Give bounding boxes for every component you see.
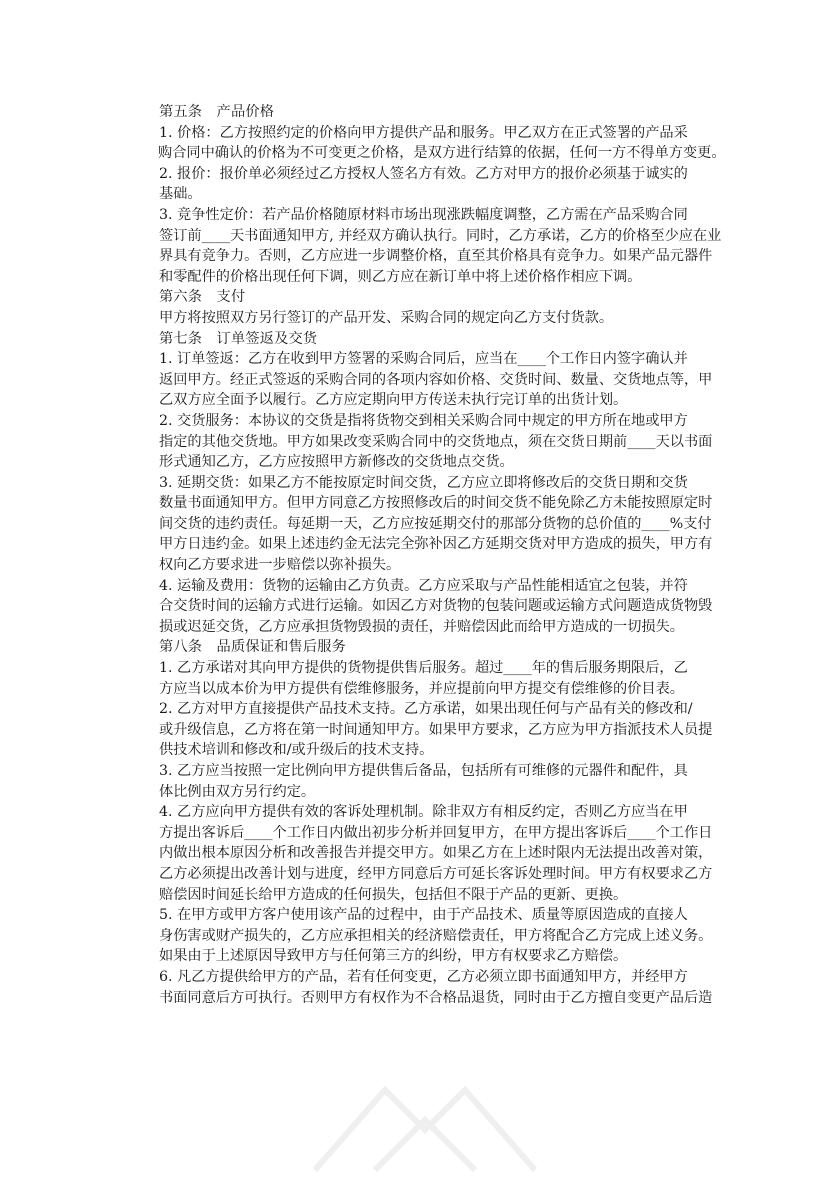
paragraph-line: 甲方日违约金。如果上述违约金无法完全弥补因乙方延期交货对甲方造成的损失，甲方有: [159, 536, 713, 553]
document-page: [158, 102, 726, 1008]
paragraph-line: 或升级信息，乙方将在第一时间通知甲方。如果甲方要求，乙方应为甲方指派技术人员提: [159, 721, 713, 738]
paragraph-line: 供技术培训和修改和/或升级后的技术支持。: [159, 742, 434, 759]
paragraph-line: 3. 竞争性定价：若产品价格随原材料市场出现涨跌幅度调整，乙方需在产品采购合同: [159, 206, 688, 223]
paragraph-line: 和零配件的价格出现任何下调，则乙方应在新订单中将上述价格作相应下调。: [159, 268, 642, 285]
paragraph-line: 体比例由双方另行约定。: [159, 783, 316, 800]
article-heading: 第五条 产品价格: [159, 104, 275, 120]
paragraph-line: 内做出根本原因分析和改善报告并提交甲方。如果乙方在上述时限内无法提出改善对策，: [159, 845, 713, 862]
paragraph-line: 如果由于上述原因导致甲方与任何第三方的纠纷，甲方有权要求乙方赔偿。: [159, 948, 628, 965]
paragraph-line: 甲方将按照双方另行签订的产品开发、采购合同的规定向乙方支付货款。: [159, 309, 614, 326]
paragraph-line: 2. 乙方对甲方直接提供产品技术支持。乙方承诺，如果出现任何与产品有关的修改和/: [159, 701, 693, 718]
paragraph-line: 1. 订单签返：乙方在收到甲方签署的采购合同后，应当在____个工作日内签字确认并: [159, 351, 688, 368]
paragraph-line: 3. 延期交货：如果乙方不能按原定时间交货，乙方应立即将修改后的交货日期和交货: [159, 474, 688, 491]
paragraph-line: 数量书面通知甲方。但甲方同意乙方按照修改后的时间交货不能免除乙方未能按照原定时: [159, 495, 713, 512]
paragraph-line: 返回甲方。经正式签返的采购合同的各项内容如价格、交货时间、数量、交货地点等，甲: [159, 371, 713, 388]
paragraph-line: 6. 凡乙方提供给甲方的产品，若有任何变更，乙方必须立即书面通知甲方，并经甲方: [159, 968, 688, 985]
article-heading: 第七条 订单签返及交货: [159, 330, 318, 347]
paragraph-line: 3. 乙方应当按照一定比例向甲方提供售后备品，包括所有可维修的元器件和配件，具: [159, 763, 688, 779]
paragraph-line: 合交货时间的运输方式进行运输。如因乙方对货物的包装问题或运输方式问题造成货物毁: [159, 598, 713, 615]
paragraph-line: 4. 乙方应向甲方提供有效的客诉处理机制。除非双方有相反约定，否则乙方应当在甲: [159, 804, 688, 821]
paragraph-line: 赔偿因时间延长给甲方造成的任何损失，包括但不限于产品的更新、更换。: [159, 886, 628, 903]
paragraph-line: 损或迟延交货，乙方应承担货物毁损的责任，并赔偿因此而给甲方造成的一切损失。: [159, 618, 684, 635]
watermark-logo: [275, 1060, 575, 1180]
paragraph-line: 2. 交货服务：本协议的交货是指将货物交到相关采购合同中规定的甲方所在地或甲方: [159, 412, 688, 429]
paragraph-line: 1. 价格：乙方按照约定的价格向甲方提供产品和服务。甲乙双方在正式签署的产品采: [159, 124, 688, 141]
paragraph-line: 方提出客诉后____个工作日内做出初步分析并回复甲方，在甲方提出客诉后____个工作日: [159, 824, 713, 841]
paragraph-line: 基础。: [159, 186, 202, 203]
paragraph-line: 方应当以成本价为甲方提供有偿维修服务，并应提前向甲方提交有偿维修的价目表。: [159, 680, 684, 697]
paragraph-line: 间交货的违约责任。每延期一天，乙方应按延期交付的那部分货物的总价值的____%支付: [159, 515, 712, 532]
paragraph-line: 4. 运输及费用：货物的运输由乙方负责。乙方应采取与产品性能相适宜之包装，并符: [159, 577, 688, 594]
paragraph-line: 2. 报价：报价单必须经过乙方授权人签名方有效。乙方对甲方的报价必须基于诚实的: [159, 165, 688, 182]
paragraph-line: 书面同意后方可执行。否则甲方有权作为不合格品退货，同时由于乙方擅自变更产品后造: [159, 989, 713, 1006]
paragraph-line: 形式通知乙方，乙方应按照甲方新修改的交货地点交货。: [159, 454, 514, 471]
paragraph-line: 签订前____天书面通知甲方, 并经双方确认执行。同时，乙方承诺，乙方的价格至少应在业: [159, 227, 722, 244]
article-heading: 第八条 品质保证和售后服务: [159, 639, 347, 656]
paragraph-line: 身伤害或财产损失的，乙方应承担相关的经济赔偿责任，甲方将配合乙方完成上述义务。: [159, 927, 713, 944]
paragraph-line: 5. 在甲方或甲方客户使用该产品的过程中，由于产品技术、质量等原因造成的直接人: [159, 907, 688, 924]
paragraph-line: 乙双方应全面予以履行。乙方应定期向甲方传送未执行完订单的出货计划。: [159, 392, 628, 409]
paragraph-line: 购合同中确认的价格为不可变更之价格，是双方进行结算的依据，任何一方不得单方变更。: [158, 145, 726, 162]
paragraph-line: 1. 乙方承诺对其向甲方提供的货物提供售后服务。超过____年的售后服务期限后，乙: [159, 660, 688, 677]
paragraph-line: 界具有竞争力。否则，乙方应进一步调整价格，直至其价格具有竞争力。如果产品元器件: [159, 248, 713, 265]
paragraph-line: 指定的其他交货地。甲方如果改变采购合同中的交货地点，须在交货日期前____天以书面: [159, 433, 713, 450]
paragraph-line: 乙方必须提出改善计划与进度，经甲方同意后方可延长客诉处理时间。甲方有权要求乙方: [159, 865, 713, 882]
paragraph-line: 权向乙方要求进一步赔偿以弥补损失。: [159, 557, 401, 574]
article-heading: 第六条 支付: [159, 289, 246, 306]
